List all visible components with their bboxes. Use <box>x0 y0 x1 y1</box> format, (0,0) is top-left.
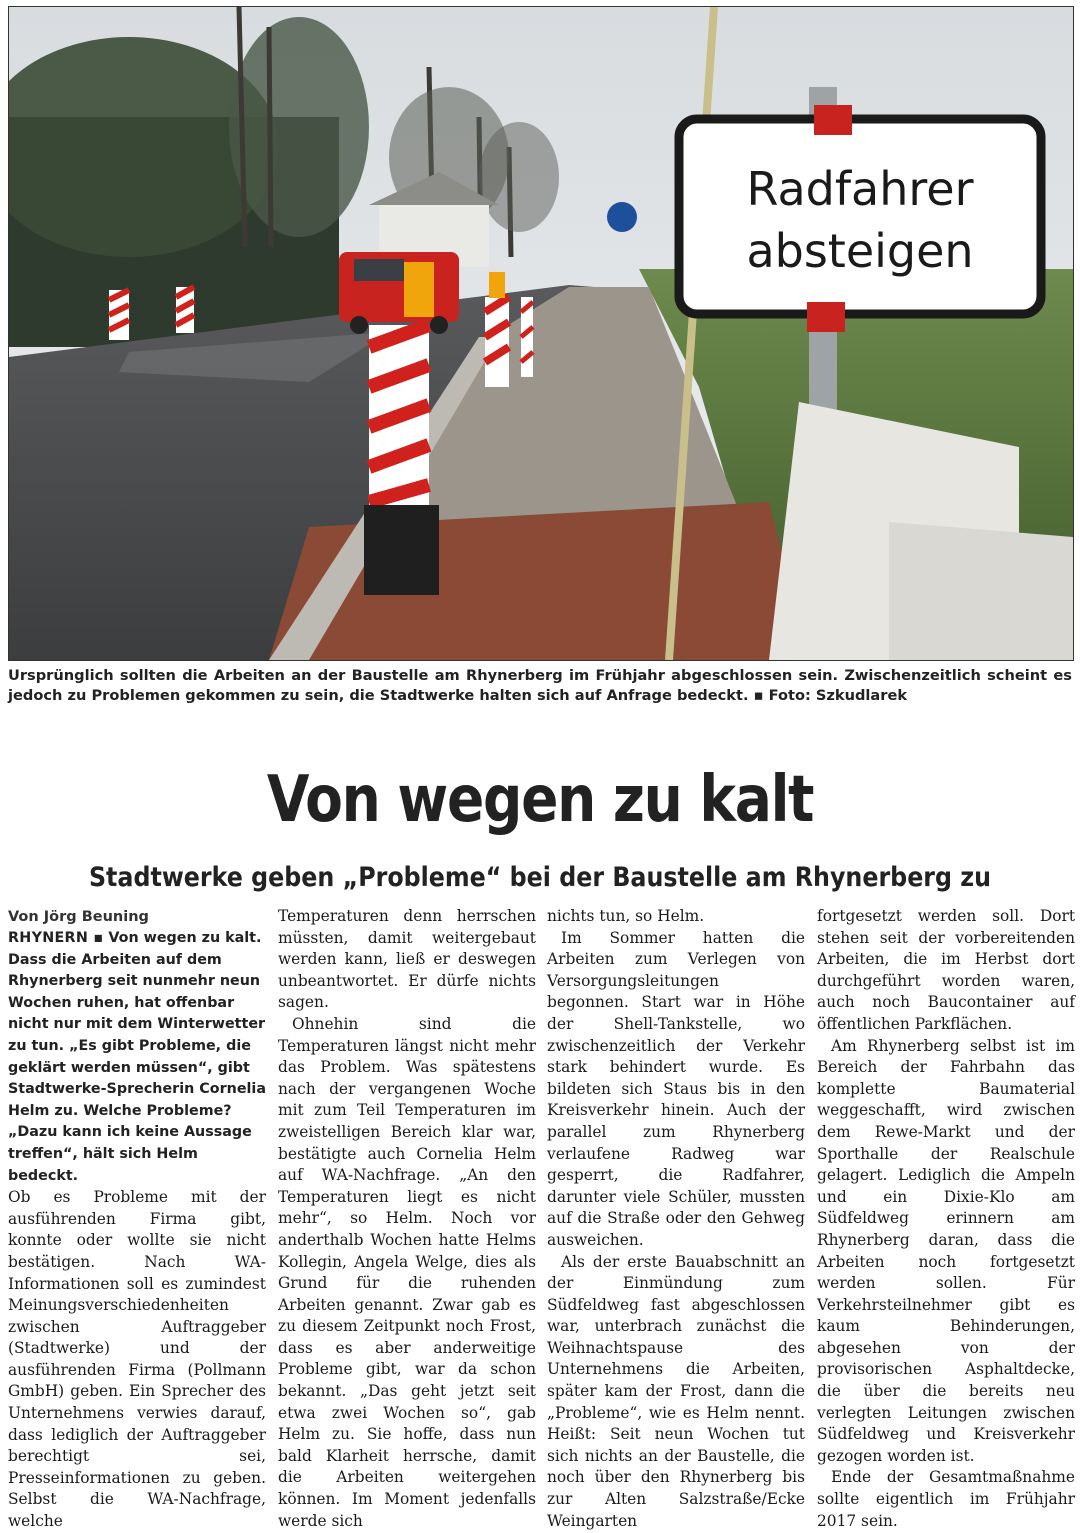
lead-paragraph <box>8 928 266 1187</box>
body-paragraph: Im Sommer hatten die Arbeiten zum Verlegen von Versorgungsleitungen begonnen. Start war in Höhe der Shell-Tankstelle, wo zwischenzeitlich der Verkehr stark behindert wurde. Es bildeten sich Staus bis in den Kreisverkehr hinein. Auch der parallel zum Rhynerberg verlaufene Radweg war gesperrt, die Radfahrer, darunter viele Schüler, mussten auf die Straße oder den Gehweg ausweichen. <box>547 928 805 1249</box>
subheadline: Stadtwerke geben „Probleme“ bei der Baustelle am Rhynerberg zu <box>88 862 992 893</box>
sign-radfahrer-absteigen <box>679 105 1041 332</box>
body-paragraph: Am Rhynerberg selbst ist im Bereich der Fahrbahn das komplette Baumaterial weggeschafft, wird zwischen dem Rewe-Markt und der Sporthalle der Realschule gelagert. Lediglich die Ampeln und ein Dixie-Klo am Südfeldweg erinnern am Rhynerberg daran, dass die Arbeiten noch fortgesetzt werden sollen. Für Verkehrsteilnehmer gibt es kaum Behinderungen, abgesehen von der provisorischen Asphaltdecke, die über die bereits neu verlegten Leitungen zwischen Südfeldweg und Kreisverkehr gezogen worden ist. <box>817 1036 1075 1465</box>
body-paragraph: Als der erste Bauabschnitt an der Einmündung zum Südfeldweg fast abgeschlossen war, unterbrach zunächst die Weihnachtspause des Unternehmens die Arbeiten, später kam der Frost, dann die „Probleme“, wie es Helm nennt. Heißt: Seit neun Wochen tut sich nichts an der Baustelle, die noch über den Rhynerberg bis zur Alten Salzstraße/Ecke Weingarten <box>547 1252 805 1530</box>
column-3 <box>547 906 805 1532</box>
body-paragraph: Ob es Probleme mit der ausführenden Firma gibt, konnte oder wollte sie nicht bestätigen. Nach WA-Informationen soll es zumindest Meinungsverschiedenheiten zwischen Auftraggeber (Stadtwerke) und der ausführenden Firma (Pollmann GmbH) geben. Ein Sprecher des Unternehmens verwies darauf, dass lediglich der Auftraggeber berechtigt sei, Presseinformationen zu geben. Selbst die WA-Nachfrage, welche <box>8 1188 266 1531</box>
column-2 <box>278 906 536 1532</box>
headline: Von wegen zu kalt <box>266 763 814 837</box>
column-1 <box>8 906 266 1533</box>
sign-line-1: Radfahrer <box>746 162 974 216</box>
photo-caption: Ursprünglich sollten die Arbeiten an der Baustelle am Rhynerberg im Frühjahr abgeschlossen sein. Zwischenzeitlich scheint es jedoch zu Problemen gekommen zu sein, die Stadtwerke halten sich auf Anfrage bedeckt. ▪ Foto: Szkudlarek <box>8 667 1072 704</box>
construction-site-photo <box>9 7 1073 660</box>
body-paragraph: nichts tun, so Helm. <box>547 907 705 925</box>
body-paragraph: Ohnehin sind die Temperaturen längst nicht mehr das Problem. Was spätestens nach der vergangenen Woche mit zum Teil Temperaturen im zweistelligen Bereich klar war, bestätigte auch Cornelia Helm auf WA-Nachfrage. „An den Temperaturen liegt es nicht mehr“, so Helm. Noch vor anderthalb Wochen hatte Helms Kollegin, Angela Welge, dies als Grund für die ruhenden Arbeiten genannt. Zwar gab es zu diesem Zeitpunkt noch Frost, dass es aber anderweitige Probleme gibt, war da schon bekannt. „Das geht jetzt seit etwa zwei Wochen so“, gab Helm zu. Sie hoffe, dass nun bald Klarheit herrsche, damit die Arbeiten weitergehen können. Im Moment jedenfalls werde sich <box>278 1014 536 1530</box>
dateline: RHYNERN ▪ <box>8 930 104 946</box>
article-photo <box>8 6 1074 661</box>
column-4 <box>817 906 1075 1532</box>
red-van <box>339 252 459 334</box>
body-paragraph: fortgesetzt werden soll. Dort stehen seit der vorbereitenden Arbeiten, die im Herbst dort durchgeführt worden waren, auch noch Baucontainer auf öffentlichen Parkflächen. <box>817 907 1075 1033</box>
body-paragraph: Ende der Gesamtmaßnahme sollte eigentlich im Frühjahr 2017 sein. <box>817 1468 1075 1530</box>
byline: Von Jörg Beuning <box>8 909 149 925</box>
body-paragraph: Temperaturen denn herrschen müssten, damit weitergebaut werden kann, ließ er deswegen unbeantwortet. Er dürfe nichts sagen. <box>278 907 536 1012</box>
lead-text: Von wegen zu kalt. Dass die Arbeiten auf dem Rhynerberg seit nunmehr neun Wochen ruhen, hat offenbar nicht nur mit dem Winterwetter zu tun. „Es gibt Probleme, die geklärt werden müssen“, gibt Stadtwerke-Sprecherin Cornelia Helm zu. Welche Probleme? „Dazu kann ich keine Aussage treffen“, hält sich Helm bedeckt. <box>8 930 266 1184</box>
sign-line-2: absteigen <box>746 224 974 278</box>
